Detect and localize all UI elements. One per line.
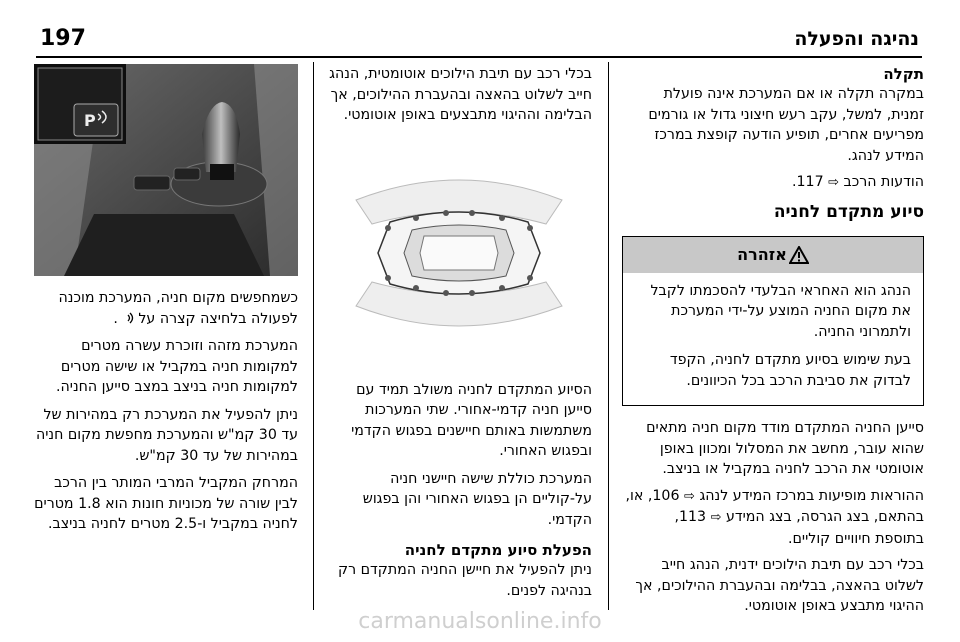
chapter-title: נהיגה והפעלה — [794, 28, 919, 50]
center-console-photo — [34, 64, 298, 276]
desc-p2-mid: או, בהתאם, בצג הגרסה, בצג המידע — [625, 487, 924, 525]
description-paragraph-2 — [622, 486, 924, 550]
left-column — [34, 64, 298, 630]
warning-title — [623, 237, 923, 273]
detect-text: המערכת מזהה וזוכרת עשרה מטרים למקומות חניה במקביל או שישה מטרים למקומות חניה בניצב במצב סייען החניה. — [56, 338, 298, 395]
search-text-start: כשמחפשים מקום חניה, המערכת מוכנה לפעולה בלחיצה קצרה על — [58, 290, 298, 327]
car-sensors-illustration — [326, 140, 592, 362]
desc-p2-end: בתוספת חיוויים קוליים. — [787, 530, 924, 547]
activation-heading: הפעלת סיוע מתקדם לחניה — [404, 541, 592, 559]
description-paragraph-3: בכלי רכב עם תיבת הילוכים ידנית, הנהג חייב לשלוט בהאצה, בבלימה ובהעברת ההילוכים, אך ההיגוי מתבצע באופן אוטומטי. — [635, 557, 924, 614]
right-column — [622, 64, 924, 630]
warning-box — [622, 236, 924, 407]
reference-arrow-icon: ⇨ — [684, 488, 695, 504]
reference-arrow-icon: ⇨ — [828, 175, 840, 190]
warning-title-text: אזהרה — [737, 245, 787, 264]
header-rule — [36, 56, 922, 58]
page-number: 197 — [40, 26, 86, 51]
fault-heading: תקלה — [883, 65, 924, 83]
column-divider-right — [608, 62, 609, 610]
column-divider-left — [313, 62, 314, 610]
watermark: carmanualsonline.info — [358, 609, 602, 634]
warning-paragraph-1: הנהג הוא האחראי הבלעדי להסכמתו לקבל את מקום החניה המוצע על-ידי המערכת ולתמרוני החניה. — [650, 282, 911, 340]
automatic-transmission-text: בכלי רכב עם תיבת הילוכים אוטומטית, הנהג חייב לשלוט בהאצה ובהעברת ההילוכים, אך הבלימה וההיגוי מתבצעים באופן אוטומטי. — [329, 66, 592, 123]
page-header — [40, 26, 922, 56]
fault-ref-page: 117. — [792, 174, 824, 190]
search-text — [34, 288, 298, 329]
activation-text: ניתן להפעיל את חיישן החניה המתקדם רק בנהיגה לפנים. — [338, 562, 592, 599]
fault-reference[interactable] — [622, 172, 924, 194]
distance-text: המרחק המקביל המרבי המותר בין הרכב לבין שורה של מכוניות חונות הוא 1.8 מטרים לחניה במקביל ו-2.5 מטרים לחניה בניצב. — [34, 475, 298, 532]
park-assist-button-icon — [118, 311, 134, 325]
ref-113-page: 113 — [678, 509, 707, 525]
speed-text: ניתן להפעיל את המערכת רק במהירות של עד 30 קמ"ש והמערכת מחפשת מקום חניה במהירות של עד 30 קמ"ש. — [35, 406, 298, 464]
fault-text: במקרה תקלה או אם המערכת אינה פועלת זמנית, למשל, עקב רעש חיצוני גדול או גורמים מפריעים אחרים, תופיע הודעה קופצת במרכז המידע לנהג. — [648, 86, 924, 164]
ref-106-page: 106 — [652, 487, 680, 504]
reference-106[interactable]: ⇨ 106, — [647, 487, 695, 504]
desc-p2-start: ההוראות מופיעות במרכז המידע לנהג — [699, 487, 924, 504]
reference-arrow-icon: ⇨ — [710, 510, 722, 525]
description-paragraph-1: סייען החניה המתקדם מודד מקום חניה מתאים שהוא עובר, מחשב את המסלול ומכוון באופן אוטומטי את הרכב לחניה במקביל או בניצב. — [646, 420, 924, 477]
combined-system-text: הסיוע המתקדם לחניה משולב תמיד עם סייען חניה קדמי-אחורי. שתי המערכות משתמשות באותם חיישנים בפגוש הקדמי ובפגוש האחורי. — [351, 381, 592, 459]
warning-triangle-icon — [789, 246, 809, 264]
fault-ref-text: הודעות הרכב — [843, 174, 924, 190]
section-title: סיוע מתקדם לחניה — [773, 201, 924, 222]
warning-paragraph-2: בעת שימוש בסיוע מתקדם לחניה, הקפד לבדוק את סביבת הרכב בכל הכיוונים. — [669, 352, 911, 389]
middle-column — [326, 64, 592, 630]
sensors-text: המערכת כוללת שישה חיישני חניה על-קוליים הן בפגוש האחורי והן בפגוש הקדמי. — [362, 470, 592, 528]
search-text-end: . — [113, 310, 118, 327]
warning-body — [623, 273, 923, 406]
reference-113[interactable]: ⇨ 113, — [674, 509, 722, 525]
svg-text:P: P — [84, 111, 96, 130]
